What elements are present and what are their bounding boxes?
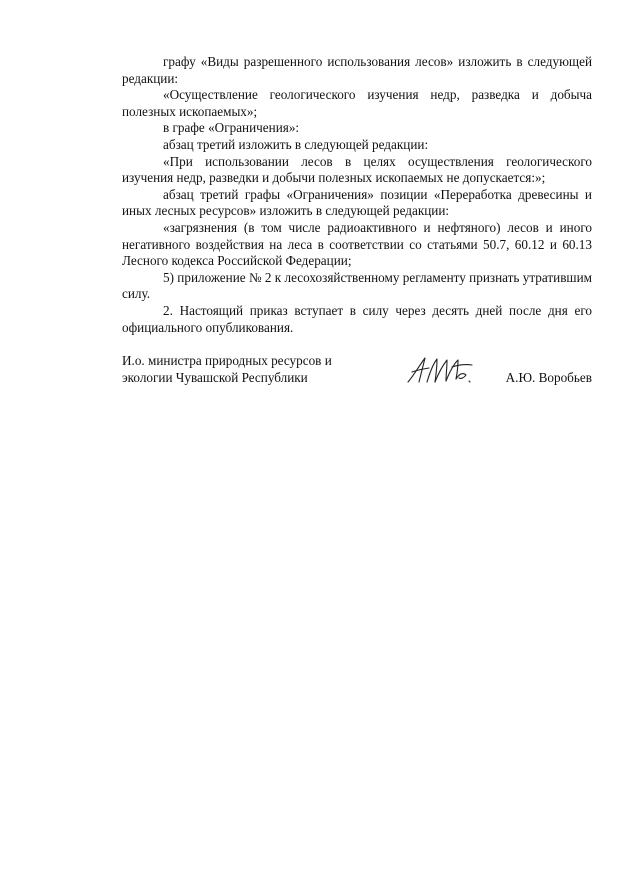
paragraph-appendix-void: 5) приложение № 2 к лесохозяйственному регламенту признать утратившим силу. — [122, 269, 592, 302]
signature-block — [122, 353, 592, 393]
paragraph-section-heading: графу «Виды разрешенного использования лесов» изложить в следующей редакции: — [122, 54, 592, 86]
signatory-title-line-1: И.о. министра природных ресурсов и — [122, 353, 332, 368]
document-body — [122, 54, 592, 336]
signatory-title — [122, 353, 382, 386]
paragraph-geological-use: «Осуществление геологического изучения недр, разведка и добыча полезных ископаемых»; — [122, 87, 592, 119]
handwritten-signature — [406, 355, 484, 387]
paragraph-effective-date: 2. Настоящий приказ вступает в силу через десять дней после дня его официального опубликования. — [122, 302, 592, 335]
paragraph-restrictions-column: в графе «Ограничения»: — [163, 120, 300, 136]
paragraph-wood-processing: абзац третий графы «Ограничения» позиции «Переработка древесины и иных лесных ресурсов» изложить в следующей редакции: — [122, 186, 592, 219]
paragraph-third-abzac: абзац третий изложить в следующей редакции: — [163, 136, 429, 152]
paragraph-pollution: «загрязнения (в том числе радиоактивного и нефтяного) лесов и иного негативного воздействия на леса в соответствии со статьями 50.7, 60.12 и 60.13 Лесного кодекса Российской Федерации; — [122, 219, 592, 269]
paragraph-prohibition: «При использовании лесов в целях осуществления геологического изучения недр, разведки и добычи полезных ископаемых не допускается:»; — [122, 153, 592, 186]
signatory-title-line-2: экологии Чувашской Республики — [122, 369, 308, 385]
signatory-name: А.Ю. Воробьев — [505, 370, 592, 385]
